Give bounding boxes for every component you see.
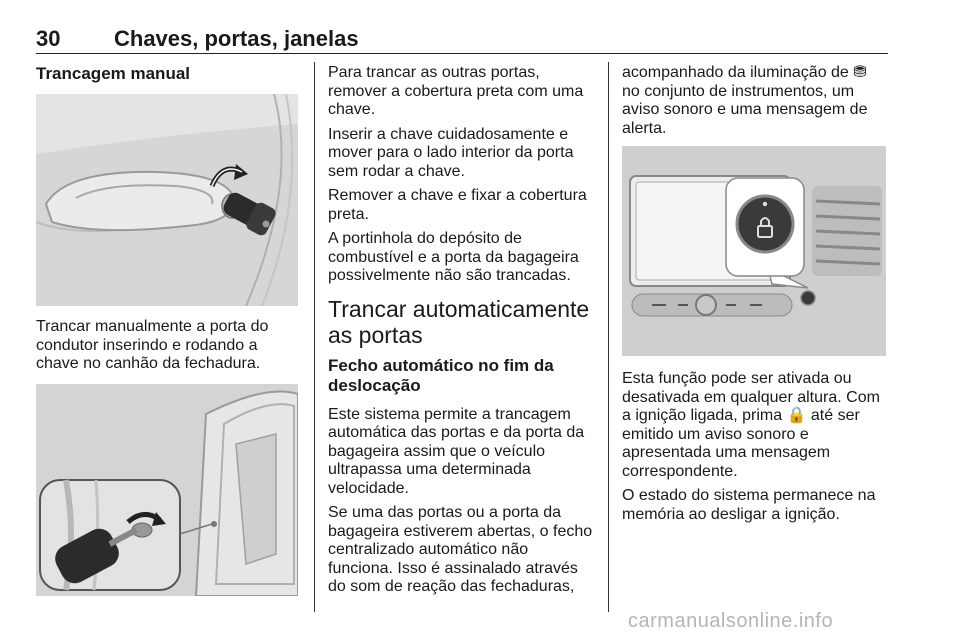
central-lock-button-illustration [622, 146, 886, 356]
subsection-title: Fecho automático no fim da deslocação [328, 355, 554, 395]
paragraph: Este sistema permite a trancagem automática das portas e da porta da bagageira assim que o veículo ultrapassa uma determinada velocidade. [328, 405, 585, 497]
paragraph: Remover a chave e fixar a cobertura preta. [328, 187, 587, 223]
column-1 [36, 64, 298, 596]
key-in-door-illustration [36, 384, 298, 596]
chapter-title: Chaves, portas, janelas [114, 26, 359, 51]
figure-caption: Trancar manualmente a porta do condutor inserindo e rodando a chave no canhão da fechadura. [36, 318, 269, 372]
door-handle-illustration [36, 94, 298, 306]
column-divider [608, 62, 609, 612]
column-3 [622, 64, 888, 530]
paragraph: Para trancar as outras portas, remover a cobertura preta com uma chave. [328, 64, 584, 118]
paragraph: acompanhado da iluminação de ⛃ no conjunto de instrumentos, um aviso sonoro e uma mensagem de alerta. [622, 64, 868, 137]
page-number: 30 [36, 26, 61, 51]
paragraph: Inserir a chave cuidadosamente e mover para o lado interior da porta sem rodar a chave. [328, 125, 574, 180]
page-header [36, 24, 888, 54]
watermark: carmanualsonline.info [628, 610, 834, 632]
paragraph: Se uma das portas ou a porta da bagageira estiverem abertas, o fecho centralizado automático não funciona. Isso é assinalado através do som de reação das fechaduras, [328, 504, 593, 595]
section-heading: Trancagem manual [36, 64, 191, 83]
column-2 [328, 64, 594, 603]
paragraph: A portinhola do depósito de combustível e a porta da bagageira possivelmente não são trancadas. [328, 230, 579, 284]
section-title: Trancar automaticamente as portas [328, 295, 590, 348]
paragraph: O estado do sistema permanece na memória ao desligar a ignição. [622, 487, 876, 523]
paragraph: Esta função pode ser ativada ou desativada em qualquer altura. Com a ignição ligada, prima 🔒 até ser emitido um aviso sonoro e apresentada uma mensagem correspondente. [622, 370, 880, 480]
column-divider [314, 62, 315, 612]
